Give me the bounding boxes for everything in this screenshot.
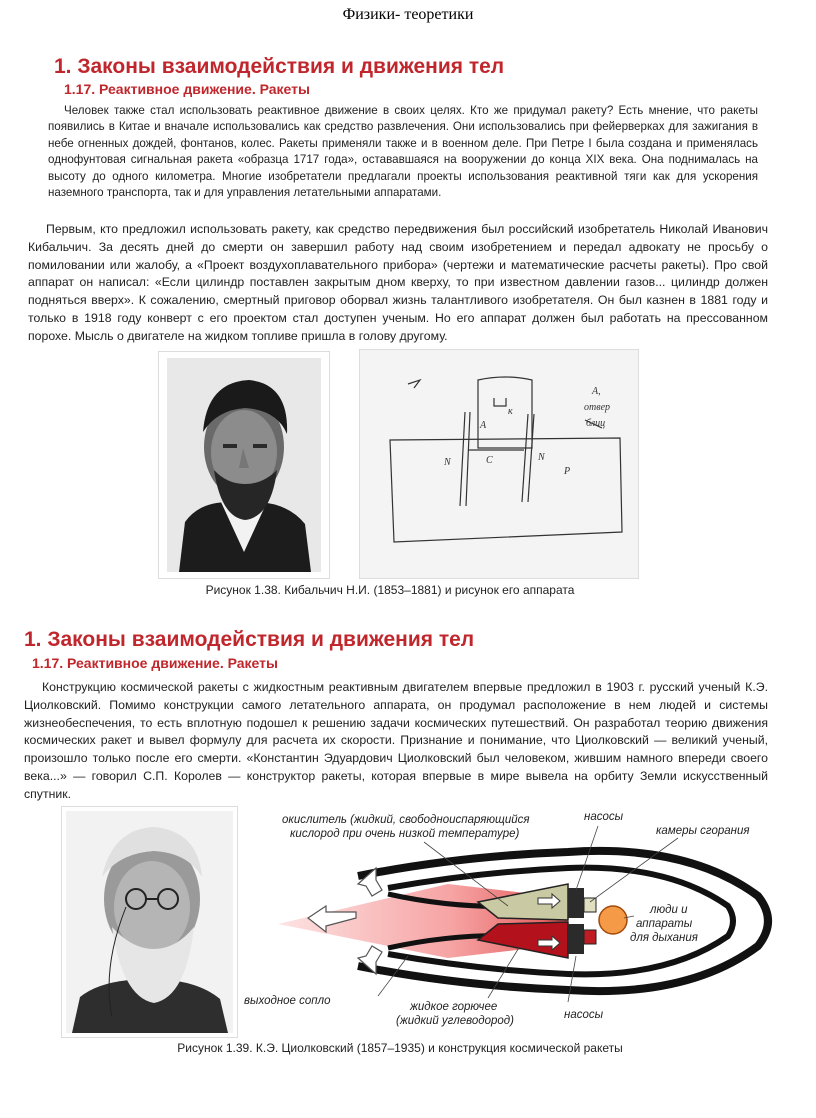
label-oxidizer-line1: окислитель (жидкий, свободноиспаряющийся	[282, 814, 530, 826]
sketch-label-a: А	[480, 420, 487, 431]
section1-paragraph-1: Человек также стал использовать реактивное движение в своих целях. Кто же придумал ракету? Есть мнение, что ракеты появились в Китае и вначале использовались как средство развлечения. Они использовались при фейерверках для зажигания в небе огненных дождей, фонтанов, колес. Ракеты применяли также и в военном деле. При Петре I была создана и применялась однофунтовая сигнальная ракета «образца 1717 года», остававшаяся на вооружении до конца XIX века. Она поднималась на высоту до одного километра. Многие изобретатели предлагали проекты использования реактивной тяги как для ускорения наземного транспорта, так и для управления летательными аппаратами.	[48, 104, 758, 200]
label-people-line2: аппараты	[636, 918, 693, 930]
pump-top	[568, 888, 584, 918]
label-pumps-bottom: насосы	[564, 1009, 604, 1021]
label-nozzle: выходное сопло	[244, 995, 331, 1007]
section1-paragraph-2: Первым, кто предложил использовать ракету, как средство передвижения был российский изобретатель Николай Иванович Кибальчич. За десять дней до смерти он завершил работу над своим изобретением и передал адвокату не просьбу о помиловании или жалобу, а «Проект воздухоплавательного прибора» (чертежи и математические расчеты ракеты). Про свой аппарат он написал: «Если цилиндр поставлен закрытым дном кверху, то при известном давлении газов... цилиндр должен подняться вверх». К сожалению, смертный приговор оборвал жизнь талантливого изобретателя. Он был казнен в 1881 году и только в 1918 году конверт с его проектом стал доступен ученым. Но его аппарат должен был работать на прессованном порохе. Мысль о двигателе на жидком топливе пришла в голову другому.	[28, 222, 768, 343]
section2-subtitle: 1.17. Реактивное движение. Ракеты	[32, 655, 278, 671]
label-oxidizer-line2: кислород при очень низкой температуре)	[290, 828, 520, 840]
figure-1-39-caption: Рисунок 1.39. К.Э. Циолковский (1857–1935) и конструкция космической ракеты	[177, 1041, 623, 1055]
label-people-line1: люди и	[650, 904, 688, 916]
label-people-line3: для дыхания	[630, 932, 698, 944]
label-combustion-chambers: камеры сгорания	[656, 825, 750, 837]
crew-capsule	[599, 906, 627, 934]
label-fuel-line2: (жидкий углеводород)	[396, 1015, 514, 1027]
sketch-note-blits: блиц	[586, 418, 606, 429]
kibalchich-portrait	[158, 351, 330, 579]
tsiolkovsky-portrait	[61, 806, 238, 1038]
section1-title: 1. Законы взаимодействия и движения тел	[54, 55, 505, 78]
kibalchich-apparatus-sketch	[359, 349, 639, 579]
pump-bottom	[568, 924, 584, 954]
sketch-label-n-left: N	[444, 457, 451, 468]
sketch-label-p: P	[564, 466, 571, 477]
sketch-label-c: C	[486, 455, 493, 466]
sketch-label-n-right: N	[538, 452, 545, 463]
rocket-diagram	[238, 806, 778, 1034]
sketch-note-otver: отвер	[584, 402, 611, 413]
figure-1-38-caption: Рисунок 1.38. Кибальчич Н.И. (1853–1881) и рисунок его аппарата	[205, 583, 575, 597]
page-header: Физики- теоретики	[342, 6, 474, 23]
label-pumps-top: насосы	[584, 811, 624, 823]
label-fuel-line1: жидкое горючее	[410, 1001, 498, 1013]
section2-title: 1. Законы взаимодействия и движения тел	[24, 628, 475, 651]
section1-subtitle: 1.17. Реактивное движение. Ракеты	[64, 81, 310, 97]
sketch-label-k: к	[508, 406, 513, 417]
sketch-note-a: A,	[592, 386, 601, 397]
section2-paragraph: Конструкцию космической ракеты с жидкостным реактивным двигателем впервые предложил в 1903 г. русский ученый К.Э. Циолковский. Помимо конструкции самого летательного аппарата, он продумал расположение в нем людей и системы жизнеобеспечения, то есть вплотную подошел к решению задачи космических путешествий. Он разработал теорию движения космических ракет и вывел формулу для расчета их скорости. Признание и понимание, что Циолковский — великий ученый, произошло только после его смерти. «Константин Эдуардович Циолковский был человеком, жившим намного впереди своего века...» — говорил С.П. Королев — конструктор ракеты, которая впервые в мире вывела на орбиту Земли искусственный спутник.	[24, 680, 768, 801]
